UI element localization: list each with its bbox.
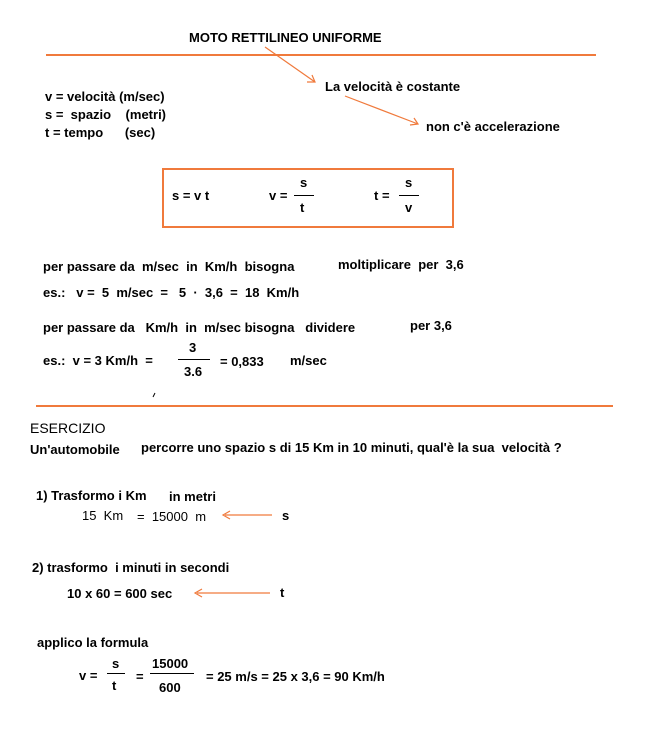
formula-time-numerator: s	[405, 175, 413, 190]
note-no-acceleration: non c'è accelerazione	[426, 119, 560, 134]
exercise-heading: ESERCIZIO	[30, 420, 106, 436]
step1-calc-right: = 15000 m	[137, 509, 207, 524]
step1-title: 1) Trasformo i Km	[36, 488, 147, 503]
final-numerator-s: s	[112, 656, 120, 671]
definition-time: t = tempo (sec)	[45, 125, 156, 140]
step1-label-s: s	[282, 508, 290, 523]
definition-space: s = spazio (metri)	[45, 107, 167, 122]
conversion1-example: es.: v = 5 m/sec = 5 · 3,6 = 18 Km/h	[43, 285, 300, 300]
formula-velocity-fraction-bar	[294, 195, 314, 196]
final-denominator-600: 600	[159, 680, 181, 695]
conversion2-result: = 0,833	[220, 354, 264, 369]
step2-calc: 10 x 60 = 600 sec	[67, 586, 173, 601]
stray-mark	[153, 393, 155, 397]
final-fraction-bar-2	[150, 673, 194, 674]
final-formula-left: v =	[79, 668, 98, 683]
formula-velocity-numerator: s	[300, 175, 308, 190]
formula-time-fraction-bar	[399, 195, 419, 196]
step2-title: 2) trasformo i minuti in secondi	[32, 560, 230, 575]
arrow-no-accel	[345, 96, 418, 124]
definition-velocity: v = velocità (m/sec)	[45, 89, 165, 104]
conversion2-unit: m/sec	[290, 353, 327, 368]
step1-title-continued: in metri	[169, 489, 216, 504]
formula-time-left: t =	[374, 188, 390, 203]
step2-label-t: t	[280, 585, 285, 600]
conversion2-rule: per passare da Km/h in m/sec bisogna dividere	[43, 320, 356, 335]
final-fraction-bar-1	[107, 673, 125, 674]
exercise-text-subject: Un'automobile	[30, 442, 120, 457]
exercise-text-question: percorre uno spazio s di 15 Km in 10 minuti, qual'è la sua velocità ?	[141, 440, 562, 455]
final-numerator-15000: 15000	[152, 656, 189, 671]
conversion2-fraction-bar	[178, 359, 210, 360]
final-result: = 25 m/s = 25 x 3,6 = 90 Km/h	[206, 669, 385, 684]
page-title: MOTO RETTILINEO UNIFORME	[189, 30, 382, 45]
conversion2-numerator: 3	[189, 340, 197, 355]
apply-formula-label: applico la formula	[37, 635, 149, 650]
section-divider	[36, 405, 613, 407]
conversion2-example: es.: v = 3 Km/h =	[43, 353, 153, 368]
conversion1-operation: moltiplicare per 3,6	[338, 257, 464, 272]
note-constant: La velocità è costante	[325, 79, 461, 94]
step1-calc-left: 15 Km	[82, 508, 124, 523]
final-denominator-t: t	[112, 678, 117, 693]
final-equals: =	[136, 669, 144, 684]
conversion2-denominator: 3.6	[184, 364, 203, 379]
formula-time-denominator: v	[405, 200, 413, 215]
formula-velocity-denominator: t	[300, 200, 305, 215]
formula-velocity-left: v =	[269, 188, 288, 203]
conversion2-operation: per 3,6	[410, 318, 452, 333]
arrow-constant	[265, 47, 315, 82]
formula-space: s = v t	[172, 188, 210, 203]
conversion1-rule: per passare da m/sec in Km/h bisogna	[43, 259, 295, 274]
